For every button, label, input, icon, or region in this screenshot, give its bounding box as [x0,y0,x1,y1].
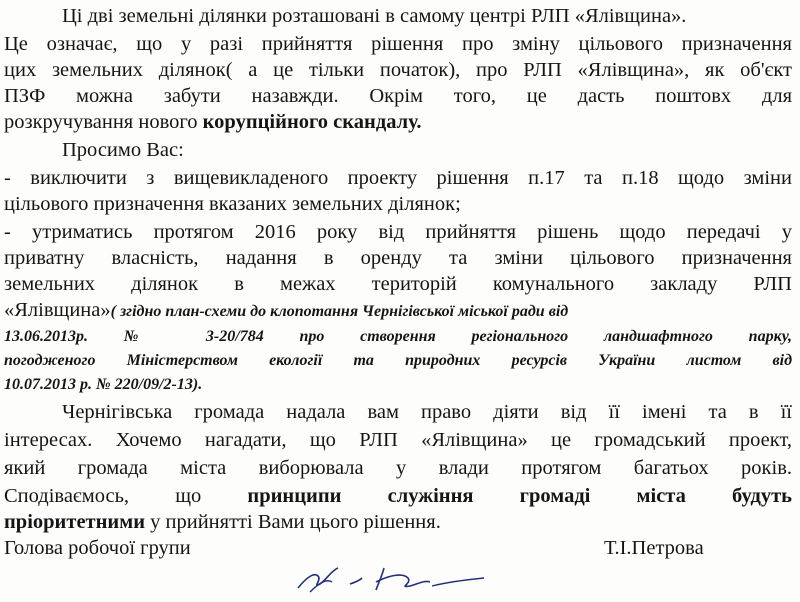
text-line-19-plain: Сподіваємось, що [4,485,248,507]
text-line-18: який громада міста виборювала у влади протягом багатьох років. [4,457,792,479]
bold-priority: пріоритетними [4,511,146,533]
text-line-14: погодженого Міністерством екології та природних ресурсів України листом від [4,352,792,369]
text-line-20-plain: у прийнятті Вами цього рішення. [145,511,441,533]
text-line-12 [4,298,792,322]
text-line-6: Просимо Вас: [62,139,184,161]
text-line-19 [4,484,792,508]
text-line-9: - утриматись протягом 2016 року від прийняття рішень щодо передачі у [4,221,792,243]
text-line-2: Це означає, що у разі прийняття рішення про зміну цільового призначення [4,33,792,55]
text-line-7: - виключити з вищевикладеного проекту рішення п.17 та п.18 щодо зміни [4,167,792,189]
handwritten-signature [292,558,492,598]
text-line-13: 13.06.2013р. № 3-20/784 про створення регіонального ландшафтного парку, [4,328,792,345]
text-line-12-plain: «Ялівщина» [4,299,111,321]
text-line-5-plain: розкручування нового [4,111,203,133]
reference-italic: ( згідно план-схеми до клопотання Чернігівської міської ради від [110,303,569,320]
text-line-3: цих земельних ділянок( а це тільки початок), про РЛП «Ялівщина», як об'єкт [4,59,792,81]
text-line-5 [4,110,792,134]
text-line-20 [4,510,792,534]
position-label: Голова робочої групи [4,537,191,559]
signer-name: Т.І.Петрова [604,537,704,559]
text-line-8: цільового призначення вказаних земельних ділянок; [4,193,461,215]
text-line-15: 10.07.2013 р. № 220/09/2-13). [4,376,203,393]
bold-principles: принципи служіння громаді міста будуть [247,485,792,507]
text-line-1: Ці дві земельні ділянки розташовані в самому центрі РЛП «Ялівщина». [62,5,687,27]
text-line-17: інтересах. Хочемо нагадати, що РЛП «Ялівщина» це громадський проект, [4,429,792,451]
text-line-10: приватну власність, надання в оренду та зміни цільового призначення [4,247,792,269]
bold-corruption-scandal: корупційного скандалу. [202,111,422,133]
text-line-16: Чернігівська громада надала вам право діяти від її імені та в її [62,401,792,423]
text-line-4: ПЗФ можна забути назавжди. Окрім того, це дасть поштовх для [4,85,792,107]
text-line-11: земельних ділянок в межах територій комунального закладу РЛП [4,273,792,295]
